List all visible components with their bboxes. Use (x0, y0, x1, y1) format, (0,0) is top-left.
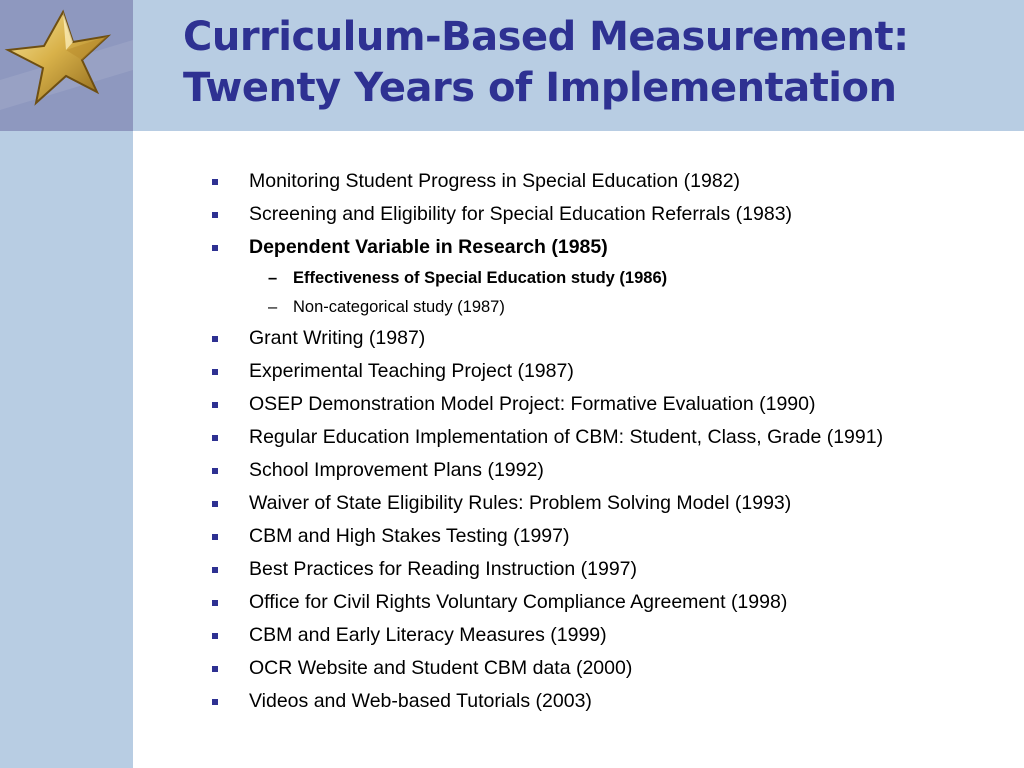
list-item (210, 490, 950, 517)
list-item-text: Grant Writing (1987) (249, 327, 426, 349)
list-item-text: Waiver of State Eligibility Rules: Problem Solving Model (1993) (249, 492, 792, 514)
square-bullet-icon (212, 633, 218, 639)
square-bullet-icon (212, 699, 218, 705)
square-bullet-icon (212, 179, 218, 185)
square-bullet-icon (212, 369, 218, 375)
square-bullet-icon (212, 600, 218, 606)
square-bullet-icon (212, 336, 218, 342)
sub-list-item (210, 296, 950, 319)
square-bullet-icon (212, 501, 218, 507)
list-item (210, 358, 950, 385)
square-bullet-icon (212, 212, 218, 218)
sub-list-item-text: Effectiveness of Special Education study (1986) (293, 269, 668, 287)
sub-list-item (210, 267, 950, 290)
gold-star-icon (0, 0, 133, 131)
square-bullet-icon (212, 666, 218, 672)
list-item-text: OSEP Demonstration Model Project: Formative Evaluation (1990) (249, 393, 816, 415)
bullet-list (210, 168, 950, 721)
list-item-text: School Improvement Plans (1992) (249, 459, 544, 481)
square-bullet-icon (212, 435, 218, 441)
sub-list-item-text: Non-categorical study (1987) (293, 298, 505, 316)
list-item (210, 325, 950, 352)
title-line-2: Twenty Years of Implementation (183, 65, 897, 111)
list-item-text: CBM and High Stakes Testing (1997) (249, 525, 570, 547)
list-item-text: CBM and Early Literacy Measures (1999) (249, 624, 607, 646)
list-item (210, 523, 950, 550)
square-bullet-icon (212, 245, 218, 251)
list-item (210, 655, 950, 682)
list-item (210, 234, 950, 261)
list-item-text: Best Practices for Reading Instruction (1997) (249, 558, 638, 580)
list-item-text: Videos and Web-based Tutorials (2003) (249, 690, 592, 712)
list-item-text: Regular Education Implementation of CBM: Student, Class, Grade (1991) (249, 426, 884, 448)
logo (0, 0, 133, 131)
list-item-text: Dependent Variable in Research (1985) (249, 236, 608, 258)
list-item (210, 589, 950, 616)
list-item (210, 457, 950, 484)
list-item-text: Monitoring Student Progress in Special Education (1982) (249, 170, 741, 192)
list-item-text: Experimental Teaching Project (1987) (249, 360, 574, 382)
list-item (210, 168, 950, 195)
list-item-text: OCR Website and Student CBM data (2000) (249, 657, 633, 679)
dash-bullet: – (268, 298, 278, 316)
list-item (210, 391, 950, 418)
list-item (210, 688, 950, 715)
dash-bullet: – (268, 269, 278, 287)
list-item-text: Screening and Eligibility for Special Education Referrals (1983) (249, 203, 793, 225)
slide-title (183, 12, 1003, 114)
list-item (210, 424, 950, 451)
square-bullet-icon (212, 534, 218, 540)
list-item (210, 556, 950, 583)
square-bullet-icon (212, 468, 218, 474)
list-item (210, 622, 950, 649)
square-bullet-icon (212, 567, 218, 573)
square-bullet-icon (212, 402, 218, 408)
list-item (210, 201, 950, 228)
list-item-text: Office for Civil Rights Voluntary Compliance Agreement (1998) (249, 591, 788, 613)
title-line-1: Curriculum-Based Measurement: (183, 14, 909, 60)
